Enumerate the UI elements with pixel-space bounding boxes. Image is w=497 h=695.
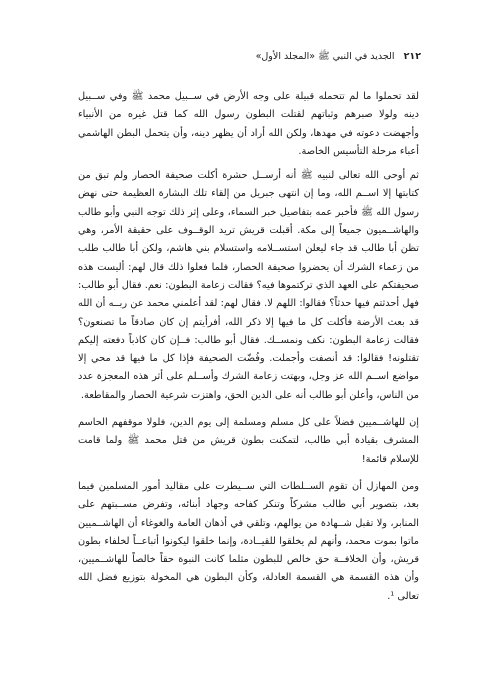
paragraph-3: إن للهاشــميين فضلاً على كل مسلم ومسلمة إلى يوم الدين، فلولا موقفهم الحاسم المشرف بقيادة أبي طالب، لتمكنت بطون قريش من قتل محمد ﷺ ولما قامت للإسلام قائمة! — [78, 417, 419, 465]
running-header — [256, 50, 421, 64]
page-number: ٢١٢ — [403, 51, 421, 62]
book-title: الجديد في النبي ﷺ «المجلد الأول» — [255, 51, 395, 62]
paragraph-4: ومن المهازل أن تقوم الســلطات التي ســيطرت على مقاليد أمور المسلمين فيما بعد، بتصوير أبي طالب مشركاً وتنكر كفاحه وجهاد أبنائه، وتفرض مســبتهم على المنابر، ولا تقبل شــهادة من يوالهم، وتلقي في أذهان العامة والغوغاء أن الهاشــميين ماتوا بموت محمد، وأنهم لم يخلقوا للقيــادة، وإنما خلقوا ليكونوا أتباعــاً لخلفاء بطون قريش، وأن الخلافــة حق خالص للبطون مثلما كانت النبوة حقاً خالصاً للهاشــميين، وأن هذه القسمة هي القسمة العادلة، وكأن البطون هي المخولة بتوزيع فضل الله تعالى ¹. — [78, 480, 419, 602]
body-text — [78, 88, 419, 615]
paragraph-1: لقد تحملوا ما لم تتحمله قبيلة على وجه الأرض في ســبيل محمد ﷺ وفي ســبيل دينه ولولا صبرهم وثباتهم لقتلت البطون رسول الله كما قتل غيره من الأنبياء وأجهضت دعوته في مهدها، ولكن الله أراد أن يظهر دينه، وأن يتحمل البطن الهاشمي أعباء مرحلة التأسيس الخاصة. — [78, 91, 419, 157]
paragraph-2: ثم أوحى الله تعالى لنبيه ﷺ أنه أرســل حشرة أكلت صحيفة الحصار ولم تبق من كتابتها إلا اســم الله، وما إن انتهى جبريل من إلقاء تلك البشارة العظيمة حتى نهض رسول الله ﷺ فأخبر عمه بتفاصيل خبر السماء، وعلى إثر ذلك توجه النبي وأبو طالب والهاشــميون جميعاً إلى مكة. أقبلت قريش تريد الوقــوف على حقيقة الأمر، وهي تظن أبا طالب قد جاء ليعلن استســلامه واستسلام بني هاشم، ولكن أبا طالب طلب من زعماء الشرك أن يحضروا صحيفة الحصار، فلما فعلوا ذلك قال لهم: أليست هذه صحيفتكم على العهد الذي تركتموها فيه؟ فقالت زعامة البطون: نعم. فقال أبو طالب: فهل أحدثتم فيها حدثاً؟ فقالوا: اللهم لا. فقال لهم: لقد أعلمني محمد عن ربــه أن الله قد بعث الأرضة فأكلت كل ما فيها إلا ذكر الله، أفرأيتم إن كان صادقاً ما تصنعون؟ فقالت زعامة البطون: نكف ونمســك. فقال أبو طالب: فــإن كان كاذباً دفعته إليكم تقتلونه! فقالوا: قد أنصفت وأجملت. وفُضّت الصحيفة فإذا كل ما فيها قد محي إلا مواضع اســم الله عز وجل، وبهتت زعامة الشرك وأســلم على أثر هذه المعجزة عدد من الناس، وأعلن أبو طالب أنه على الدين الحق، واهتزت شرعية الحصار والمقاطعة. — [78, 170, 419, 401]
